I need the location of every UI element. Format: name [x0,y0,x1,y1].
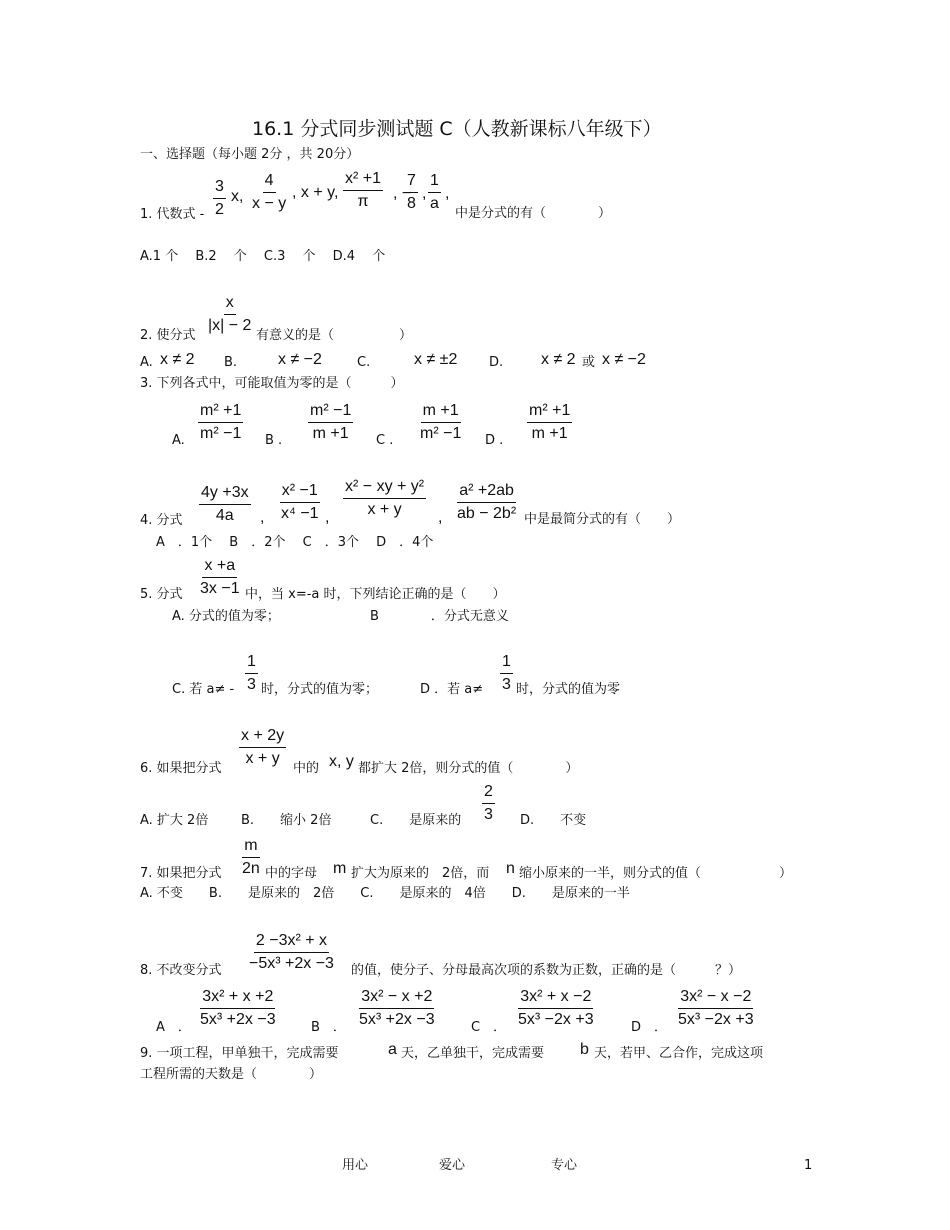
q7-fraction: m 2n [242,837,260,877]
q5-stem: 5. 分式 [140,587,183,602]
q2-stem: 2. 使分式 [140,328,196,343]
q3-option-a-fraction: m² +1 m² −1 [200,402,242,442]
q3-option-b-label: B . [265,433,283,448]
q1-text-3: , − [393,185,412,202]
q8-option-a-fraction: 3x² + x +2 5x³ +2x −3 [200,988,276,1028]
q8-option-c-label: C ． [471,1020,507,1035]
q7-var-m: m [333,860,347,877]
q5-option-c-pre: C. 若 a≠ - [172,682,235,697]
q9-var-b: b [580,1041,589,1058]
q8-option-c-fraction: 3x² + x −2 5x³ −2x +3 [518,988,594,1028]
q4-sep-2: , [325,509,330,526]
q2-option-d-or: 或 [582,355,596,370]
footer-text-3: 专心 [551,1158,578,1173]
q6-mid: 中的 [293,761,320,776]
q5-fraction: x +a 3x −1 [200,557,240,597]
q1-tail: 中是分式的有（ ） [455,206,612,221]
q1-text-1: x, [231,188,244,205]
q8-tail: 的值，使分子、分母最高次项的系数为正数，正确的是（ ？） [351,963,742,978]
q6-stem: 6. 如果把分式 [140,761,222,776]
q4-stem: 4. 分式 [140,513,183,528]
q6-option-a: A. 扩大 2倍 [140,813,209,828]
q4-fraction-3: x² − xy + y² x + y [345,478,425,518]
q2-option-a-label: A. [140,355,153,370]
q7-part-2: 扩大为原来的 2倍，而 [351,866,490,881]
q1-fraction-4: 7 8 [407,172,416,212]
q2-fraction: x |x| − 2 [208,294,252,334]
q8-option-d-label: D ． [631,1020,668,1035]
q7-part-3: 缩小原来的一半，则分式的值（ ） [519,866,793,881]
q5-option-d-pre: D ．若 a≠ [420,682,484,697]
q5-option-d-fraction: 1 3 [502,653,511,693]
q8-option-d-fraction: 3x² − x −2 5x³ −2x +3 [678,988,754,1028]
q8-stem: 8. 不改变分式 [140,963,222,978]
section-heading: 一、选择题（每小题 2分 ，共 20分） [140,147,360,162]
q5-option-d-post: 时，分式的值为零 [516,682,621,697]
q3-stem: 3. 下列各式中，可能取值为零的是（ ） [140,376,404,391]
q3-option-d-label: D . [485,433,504,448]
q2-option-c-label: C. [357,355,371,370]
q2-option-b-label: B. [224,355,238,370]
q1-text-2: , x + y, [292,184,339,201]
q6-option-b: B. 缩小 2倍 [241,813,332,828]
q8-option-b-fraction: 3x² − x +2 5x³ +2x −3 [359,988,435,1028]
footer-text-1: 用心 [342,1158,369,1173]
q6-tail: 都扩大 2倍，则分式的值（ ） [358,761,579,776]
q5-option-c-fraction: 1 3 [247,653,256,693]
q6-option-c-fraction: 2 3 [484,783,493,823]
q5-tail: 中，当 x=-a 时，下列结论正确的是（ ） [245,587,506,602]
q8-fraction: 2 −3x² + x −5x³ +2x −3 [249,932,334,972]
q4-fraction-2: x² −1 x⁴ −1 [281,482,319,522]
q6-vars: x, y [329,753,354,770]
q3-option-b-fraction: m² −1 m +1 [310,402,352,442]
q7-var-n: n [506,860,515,877]
page-title: 16.1 分式同步测试题 C（人教新课标八年级下） [252,118,662,140]
q2-option-d-label: D. [489,355,504,370]
q4-fraction-4: a² +2ab ab − 2b² [457,482,517,522]
q1-fraction-1: 3 2 [215,178,224,218]
q3-option-c-fraction: m +1 m² −1 [420,402,462,442]
q9-part-3: 天，若甲、乙合作，完成这项 [594,1046,764,1061]
q4-sep-3: , [438,509,443,526]
q1-fraction-5: 1 a [430,172,439,212]
q9-part-1: 9. 一项工程，甲单独干，完成需要 [140,1046,339,1061]
q1-fraction-3: x² +1 π [345,170,382,210]
q3-option-c-label: C . [376,433,394,448]
q3-option-d-fraction: m² +1 m +1 [529,402,571,442]
q4-options: A ．1个 B ．2个 C ．3个 D ．4个 [156,535,434,550]
q2-option-d-2: x ≠ −2 [602,351,646,368]
q4-sep-1: , [260,509,265,526]
q9-line-2: 工程所需的天数是（ ） [140,1067,323,1082]
q7-part-1: 中的字母 [265,866,318,881]
q1-text-5: , [445,185,450,202]
q1-text-4: , [422,185,427,202]
q9-part-2: 天，乙单独干，完成需要 [401,1046,545,1061]
q3-option-a-label: A. [172,433,185,448]
q9-var-a: a [388,1041,397,1058]
q8-option-a-label: A ． [156,1020,191,1035]
q8-option-b-label: B ． [311,1020,346,1035]
q2-option-c: x ≠ ±2 [414,351,458,368]
q2-option-d-1: x ≠ 2 [541,351,576,368]
q2-option-b: x ≠ −2 [278,351,322,368]
q4-fraction-1: 4y +3x 4a [201,484,249,524]
q2-tail: 有意义的是（ ） [256,328,413,343]
q5-option-a: A. 分式的值为零； [172,609,280,624]
page-number: 1 [804,1158,813,1173]
q7-options: A. 不变 B. 是原来的 2倍 C. 是原来的 4倍 D. 是原来的一半 [140,886,630,901]
q1-options: A.1 个 B.2 个 C.3 个 D.4 个 [140,249,386,264]
q5-option-b: B ．分式无意义 [370,609,509,624]
q1-fraction-2: 4 x − y [252,172,287,212]
footer-text-2: 爱心 [439,1158,466,1173]
q6-option-d: D. 不变 [520,813,587,828]
q7-stem: 7. 如果把分式 [140,866,222,881]
q6-option-c: C. 是原来的 [370,813,462,828]
q4-tail: 中是最简分式的有（ ） [524,512,681,527]
q6-fraction: x + 2y x + y [241,727,285,767]
q2-option-a: x ≠ 2 [160,351,195,368]
q1-stem: 1. 代数式 - [140,207,205,222]
q5-option-c-post: 时，分式的值为零； [261,682,379,697]
